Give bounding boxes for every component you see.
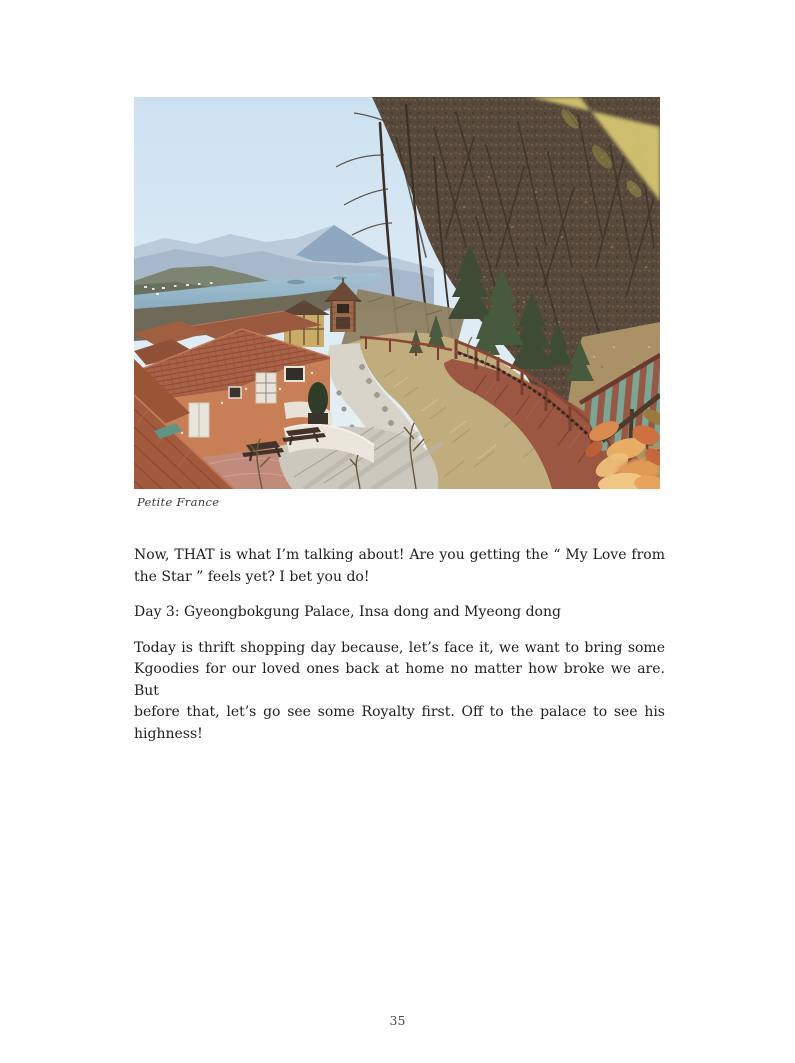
text-line: before that, let’s go see some Royalty first. Off to the palace to see his (134, 704, 665, 720)
paragraph-1 (134, 545, 665, 588)
text-line: Kgoodies for our loved ones back at home no matter how broke we are. But (134, 661, 665, 699)
text-line: Now, THAT is what I’m talking about! Are you getting the “ My Love from (134, 547, 665, 563)
petite-france-photo (134, 97, 660, 489)
paragraph-2 (134, 638, 665, 746)
page-number: 35 (389, 1013, 406, 1028)
photo-caption: Petite France (137, 495, 220, 509)
text-line: the Star ” feels yet? I bet you do! (134, 568, 370, 585)
photo-illustration (134, 97, 660, 489)
body-text (134, 545, 665, 759)
day-3-heading (134, 602, 665, 624)
text-line: highness! (134, 725, 203, 742)
text-line: Today is thrift shopping day because, let’s face it, we want to bring some (134, 639, 665, 656)
text-line: Day 3: Gyeongbokgung Palace, Insa dong and Myeong dong (134, 604, 561, 620)
